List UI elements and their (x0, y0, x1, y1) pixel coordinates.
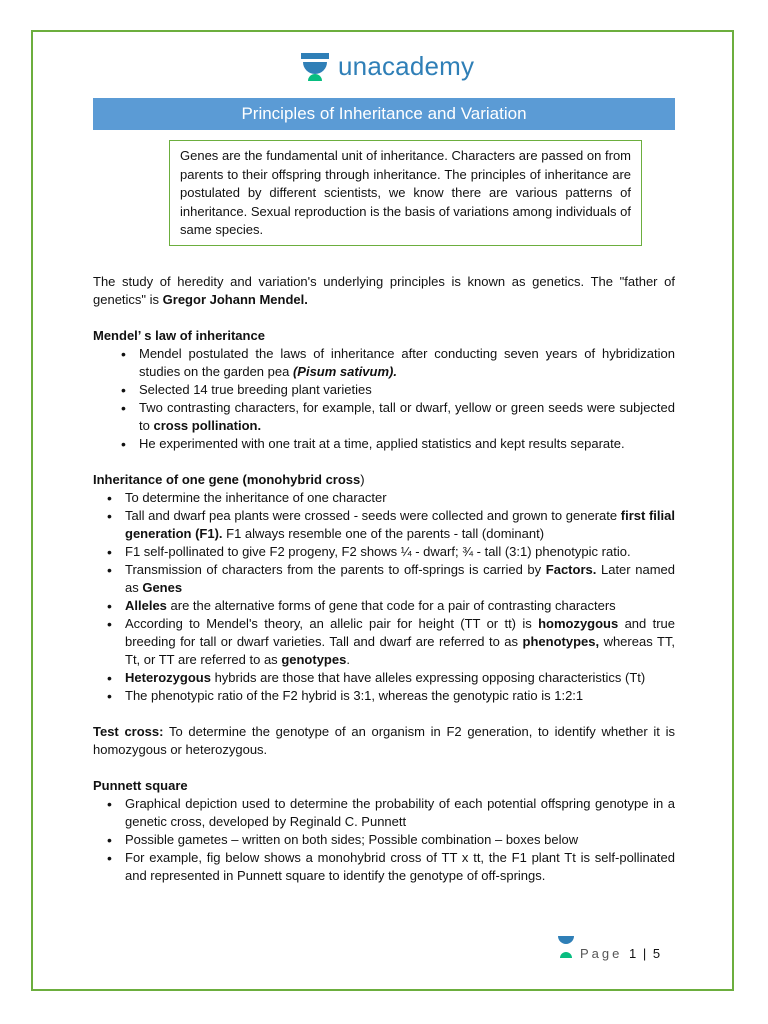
list-item: • Heterozygous hybrids are those that have alleles expressing opposing characteristics (Tt) (125, 669, 675, 687)
page-title: Principles of Inheritance and Variation (93, 98, 675, 130)
list-item: • The phenotypic ratio of the F2 hybrid is 3:1, whereas the genotypic ratio is 1:2:1 (125, 687, 675, 705)
monohybrid-list (93, 489, 675, 705)
list-item: • For example, fig below shows a monohybrid cross of TT x tt, the F1 plant Tt is self-pollinated and represented in Punnett square to identify the genotype of off-springs. (125, 849, 675, 885)
monohybrid-heading: Inheritance of one gene (monohybrid cross) (93, 472, 365, 487)
list-item: • Transmission of characters from the parents to off-springs is carried by Factors. Later named as Genes (125, 561, 675, 597)
list-item: • To determine the inheritance of one character (125, 489, 675, 507)
test-cross-paragraph: Test cross: To determine the genotype of an organism in F2 generation, to identify whether it is homozygous or heterozygous. (93, 724, 675, 757)
summary-box: Genes are the fundamental unit of inheritance. Characters are passed on from parents to their offspring through inheritance. The principles of inheritance are postulated by different scientists, we know there are various patterns of inheritance. Sexual reproduction is the basis of variations among individuals of same species. (169, 140, 642, 246)
unacademy-logo-icon (300, 51, 330, 81)
mendel-heading: Mendel’ s law of inheritance (93, 328, 265, 343)
list-item: • Mendel postulated the laws of inheritance after conducting seven years of hybridization studies on the garden pea (Pisum sativum). (139, 345, 675, 381)
list-item: • Possible gametes – written on both sides; Possible combination – boxes below (125, 831, 675, 849)
list-item: • Tall and dwarf pea plants were crossed - seeds were collected and grown to generate first filial generation (F1). F1 always resemble one of the parents - tall (dominant) (125, 507, 675, 543)
list-item: • F1 self-pollinated to give F2 progeny, F2 shows ¼ - dwarf; ¾ - tall (3:1) phenotypic ratio. (125, 543, 675, 561)
list-item: • Graphical depiction used to determine the probability of each potential offspring genotype in a genetic cross, developed by Reginald C. Punnett (125, 795, 675, 831)
brand-logo (300, 48, 474, 84)
list-item: • Two contrasting characters, for example, tall or dwarf, yellow or green seeds were subjected to cross pollination. (139, 399, 675, 435)
page-footer (556, 934, 676, 964)
list-item: • He experimented with one trait at a time, applied statistics and kept results separate. (139, 435, 675, 453)
intro-paragraph: The study of heredity and variation's underlying principles is known as genetics. The "father of genetics" is Gregor Johann Mendel. (93, 274, 675, 307)
list-item: • Selected 14 true breeding plant varieties (139, 381, 675, 399)
page-number: Page 1 | 5 (580, 946, 661, 961)
brand-name: unacademy (338, 50, 475, 81)
punnett-list (93, 795, 675, 885)
main-content (93, 273, 675, 885)
unacademy-footer-icon (556, 934, 576, 960)
mendel-list (93, 345, 675, 453)
list-item: • According to Mendel's theory, an allelic pair for height (TT or tt) is homozygous and true breeding for tall or dwarf varieties. Tall and dwarf are referred to as phenotypes, whereas TT, Tt, or TT are referred to as genotypes. (125, 615, 675, 669)
list-item: • Alleles are the alternative forms of gene that code for a pair of contrasting characters (125, 597, 675, 615)
punnett-heading: Punnett square (93, 778, 188, 793)
